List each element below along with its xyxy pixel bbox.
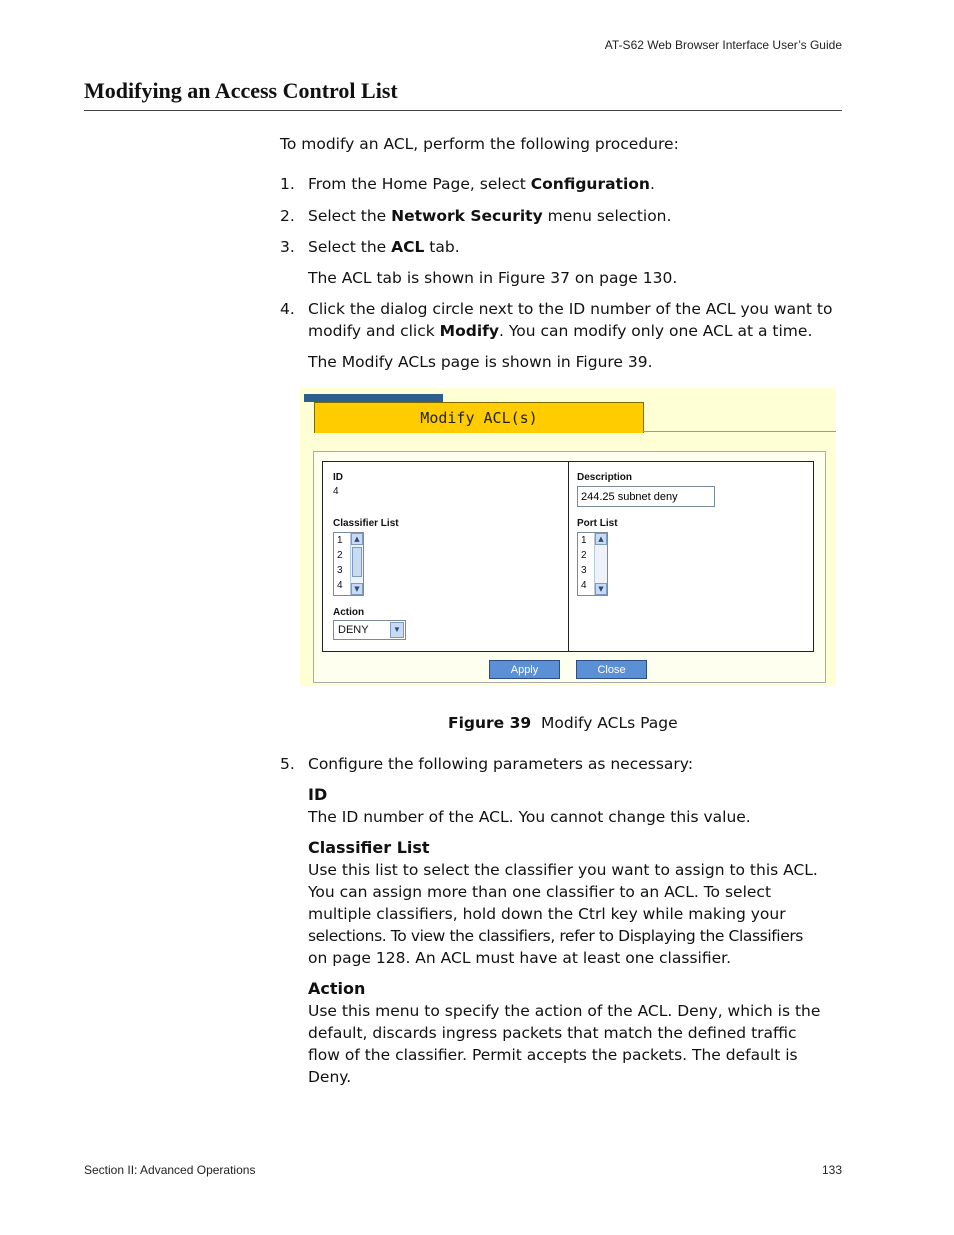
desc-id: The ID number of the ACL. You cannot change this value. (308, 808, 751, 826)
list-item[interactable]: 3 (337, 565, 343, 576)
desc-line: on page 128. An ACL must have at least one classifier. (308, 949, 731, 967)
desc-line: Use this menu to specify the action of the ACL. Deny, which is the (308, 1002, 821, 1020)
scrollbar[interactable] (594, 533, 607, 595)
action-selected-value: DENY (338, 624, 369, 636)
step-4-note: The Modify ACLs page is shown in Figure 39. (308, 353, 653, 371)
step-5: 5. Configure the following parameters as necessary: (280, 755, 694, 773)
desc-line: multiple classifiers, hold down the Ctrl key while making your (308, 905, 786, 923)
port-listbox[interactable] (577, 532, 608, 596)
tab-modify-acls[interactable]: Modify ACL(s) (314, 402, 644, 433)
list-item[interactable]: 4 (581, 580, 587, 591)
desc-line: You can assign more than one classifier to an ACL. To select (308, 883, 772, 901)
footer-section: Section II: Advanced Operations (84, 1163, 256, 1177)
step-4-line2: modify and click Modify. You can modify only one ACL at a time. (308, 322, 813, 340)
section-title: Modifying an Access Control List (84, 78, 398, 103)
classifier-listbox[interactable] (333, 532, 364, 596)
figure-caption: Figure 39 Modify ACLs Page (448, 714, 678, 732)
description-input[interactable] (577, 486, 715, 507)
running-header: AT-S62 Web Browser Interface User’s Guide (604, 38, 842, 52)
step-3: 3. Select the ACL tab. (280, 238, 460, 256)
desc-line: Deny. (308, 1068, 352, 1086)
step-4: 4. Click the dialog circle next to the ID number of the ACL you want to (280, 300, 833, 318)
panel-divider (568, 461, 569, 651)
desc-line: selections. To view the classifiers, refer to Displaying the Classifiers (308, 927, 803, 945)
desc-line: Use this list to select the classifier you want to assign to this ACL. (308, 861, 818, 879)
term-action: Action (308, 979, 366, 998)
port-list-label: Port List (577, 518, 618, 529)
term-id: ID (308, 785, 328, 804)
scrollbar[interactable] (350, 533, 363, 595)
scroll-thumb[interactable] (352, 547, 362, 577)
step-3-note: The ACL tab is shown in Figure 37 on page 130. (308, 269, 678, 287)
id-label: ID (333, 472, 343, 483)
list-item[interactable]: 3 (581, 565, 587, 576)
desc-line: default, discards ingress packets that match the defined traffic (308, 1024, 797, 1042)
list-item[interactable]: 2 (337, 550, 343, 561)
term-classifier-list: Classifier List (308, 838, 430, 857)
close-button[interactable]: Close (576, 660, 647, 679)
description-label: Description (577, 472, 633, 483)
tab-underline (643, 431, 836, 432)
chevron-up-icon[interactable]: ▲ (351, 533, 363, 545)
definition-list (308, 784, 848, 1088)
tab-accent-bar (304, 394, 443, 402)
list-item[interactable]: 2 (581, 550, 587, 561)
chevron-down-icon[interactable]: ▼ (390, 622, 404, 638)
chevron-down-icon[interactable]: ▼ (351, 583, 363, 595)
apply-button[interactable]: Apply (489, 660, 560, 679)
chevron-down-icon[interactable]: ▼ (595, 583, 607, 595)
chevron-up-icon[interactable]: ▲ (595, 533, 607, 545)
list-item[interactable]: 4 (337, 580, 343, 591)
list-item[interactable]: 1 (581, 535, 587, 546)
title-rule (84, 110, 842, 111)
action-label: Action (333, 607, 365, 618)
desc-line: flow of the classifier. Permit accepts the packets. The default is (308, 1046, 798, 1064)
page-number: 133 (821, 1163, 842, 1177)
id-value: 4 (333, 486, 339, 497)
action-select[interactable] (333, 620, 406, 640)
list-item[interactable]: 1 (337, 535, 343, 546)
step-1: 1. From the Home Page, select Configuration. (280, 175, 655, 193)
step-2: 2. Select the Network Security menu selection. (280, 207, 672, 225)
classifier-list-label: Classifier List (333, 518, 399, 529)
intro-text: To modify an ACL, perform the following procedure: (280, 135, 679, 153)
